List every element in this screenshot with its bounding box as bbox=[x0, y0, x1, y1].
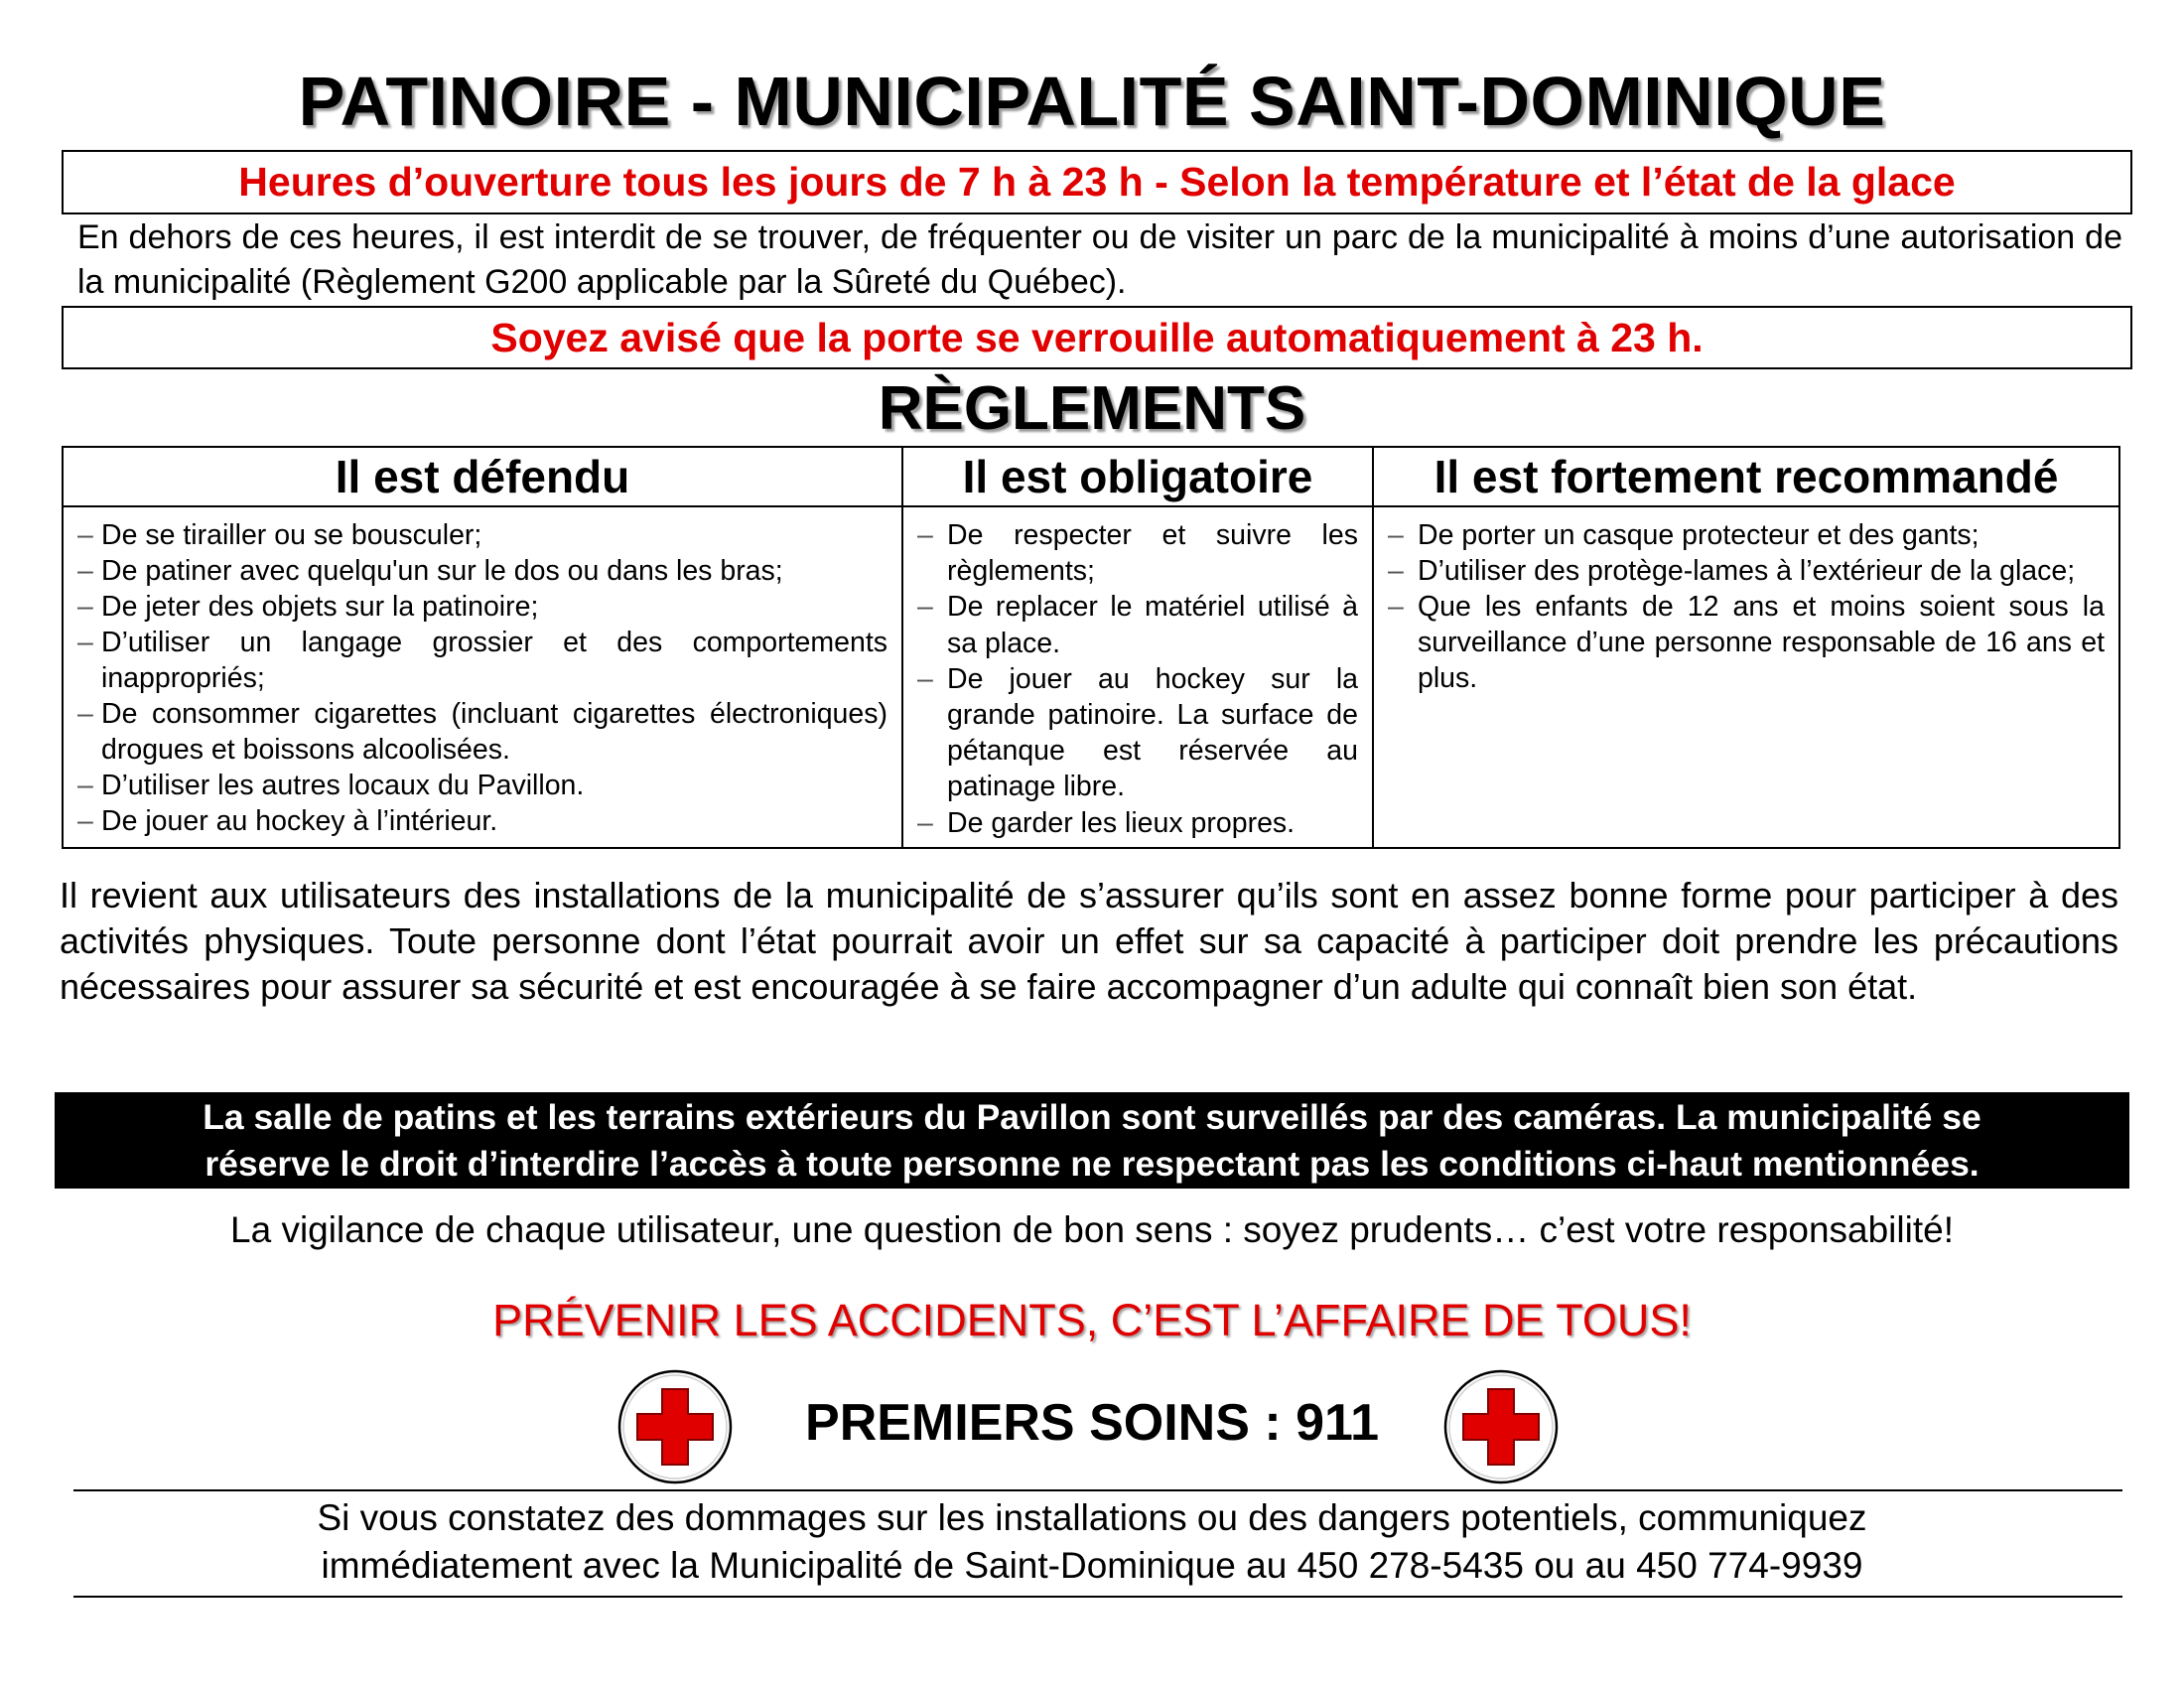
mandatory-header: Il est obligatoire bbox=[902, 447, 1373, 506]
recommended-header: Il est fortement recommandé bbox=[1373, 447, 2119, 506]
footer-line-1: Si vous constatez des dommages sur les installations ou des dangers potentiels, communiquez bbox=[317, 1497, 1867, 1538]
list-item: – D’utiliser un langage grossier et des comportements inappropriés; bbox=[77, 627, 887, 694]
first-aid-number: PREMIERS SOINS : 911 bbox=[805, 1394, 1379, 1452]
list-item: – De consommer cigarettes (incluant cigarettes électroniques) drogues et boissons alcoolisées. bbox=[77, 698, 887, 766]
mandatory-column bbox=[902, 506, 1373, 848]
list-item: – Que les enfants de 12 ans et moins soient sous la surveillance d’une personne responsable de 16 ans et plus. bbox=[1388, 591, 2105, 694]
list-item: – D’utiliser les autres locaux du Pavillon. bbox=[77, 770, 585, 801]
list-item: – De patiner avec quelqu'un sur le dos ou dans les bras; bbox=[77, 555, 783, 587]
red-cross-icon bbox=[615, 1367, 735, 1486]
rules-table bbox=[62, 446, 2120, 849]
forbidden-header: Il est défendu bbox=[63, 447, 902, 506]
footer-line-2: immédiatement avec la Municipalité de Saint-Dominique au 450 278-5435 ou au 450 774-9939 bbox=[321, 1545, 1863, 1586]
list-item: – De garder les lieux propres. bbox=[917, 806, 1296, 839]
footer-top-divider bbox=[73, 1489, 2122, 1491]
list-item: – De jeter des objets sur la patinoire; bbox=[77, 591, 539, 623]
list-item: – De replacer le matériel utilisé à sa place. bbox=[917, 591, 1358, 659]
fitness-notice: Il revient aux utilisateurs des installations de la municipalité de s’assurer qu’ils sont en assez bonne forme pour participer à des activités physiques. Toute personne dont l’état pourrait avoir un effet sur sa capacité à participer doit prendre les précautions nécessaires pour assurer sa sécurité et est encouragée à se faire accompagner d’un adulte qui connaît bien son état. bbox=[60, 875, 2118, 1007]
red-cross-icon bbox=[1441, 1367, 1561, 1486]
camera-surveillance-banner bbox=[55, 1092, 2129, 1189]
opening-hours-box: Heures d’ouverture tous les jours de 7 h à 23 h - Selon la température et l’état de la glace bbox=[62, 150, 2132, 214]
list-item: – De jouer au hockey à l’intérieur. bbox=[77, 805, 498, 837]
list-item: – De se tirailler ou se bousculer; bbox=[77, 519, 482, 551]
damage-report-footer bbox=[0, 1494, 2184, 1590]
prevent-accidents-slogan: PRÉVENIR LES ACCIDENTS, C’EST L’AFFAIRE DE TOUS! bbox=[492, 1295, 1692, 1345]
list-item: – D’utiliser des protège-lames à l’extérieur de la glace; bbox=[1388, 555, 2076, 587]
page-title: PATINOIRE - MUNICIPALITÉ SAINT-DOMINIQUE bbox=[298, 63, 1886, 140]
camera-notice-line-2: réserve le droit d’interdire l’accès à toute personne ne respectant pas les conditions ci-haut mentionnées. bbox=[205, 1144, 1979, 1184]
footer-bottom-divider bbox=[73, 1596, 2122, 1598]
forbidden-column bbox=[63, 506, 902, 848]
list-item: – De porter un casque protecteur et des gants; bbox=[1388, 519, 1979, 551]
rules-title: RÈGLEMENTS bbox=[878, 374, 1306, 443]
outside-hours-notice: En dehors de ces heures, il est interdit de se trouver, de fréquenter ou de visiter un parc de la municipalité à moins d’une autorisation de la municipalité (Règlement G200 applicable par la Sûreté du Québec). bbox=[77, 218, 2122, 301]
recommended-column bbox=[1373, 506, 2119, 848]
list-item: – De respecter et suivre les règlements; bbox=[917, 519, 1358, 588]
camera-notice-line-1: La salle de patins et les terrains extérieurs du Pavillon sont surveillés par des caméras. La municipalité se bbox=[203, 1097, 1981, 1137]
list-item: – De jouer au hockey sur la grande patinoire. La surface de pétanque est réservée au patinage libre. bbox=[917, 662, 1358, 803]
door-lock-notice: Soyez avisé que la porte se verrouille automatiquement à 23 h. bbox=[62, 306, 2132, 369]
vigilance-text: La vigilance de chaque utilisateur, une question de bon sens : soyez prudents… c’est votre responsabilité! bbox=[230, 1209, 1954, 1250]
